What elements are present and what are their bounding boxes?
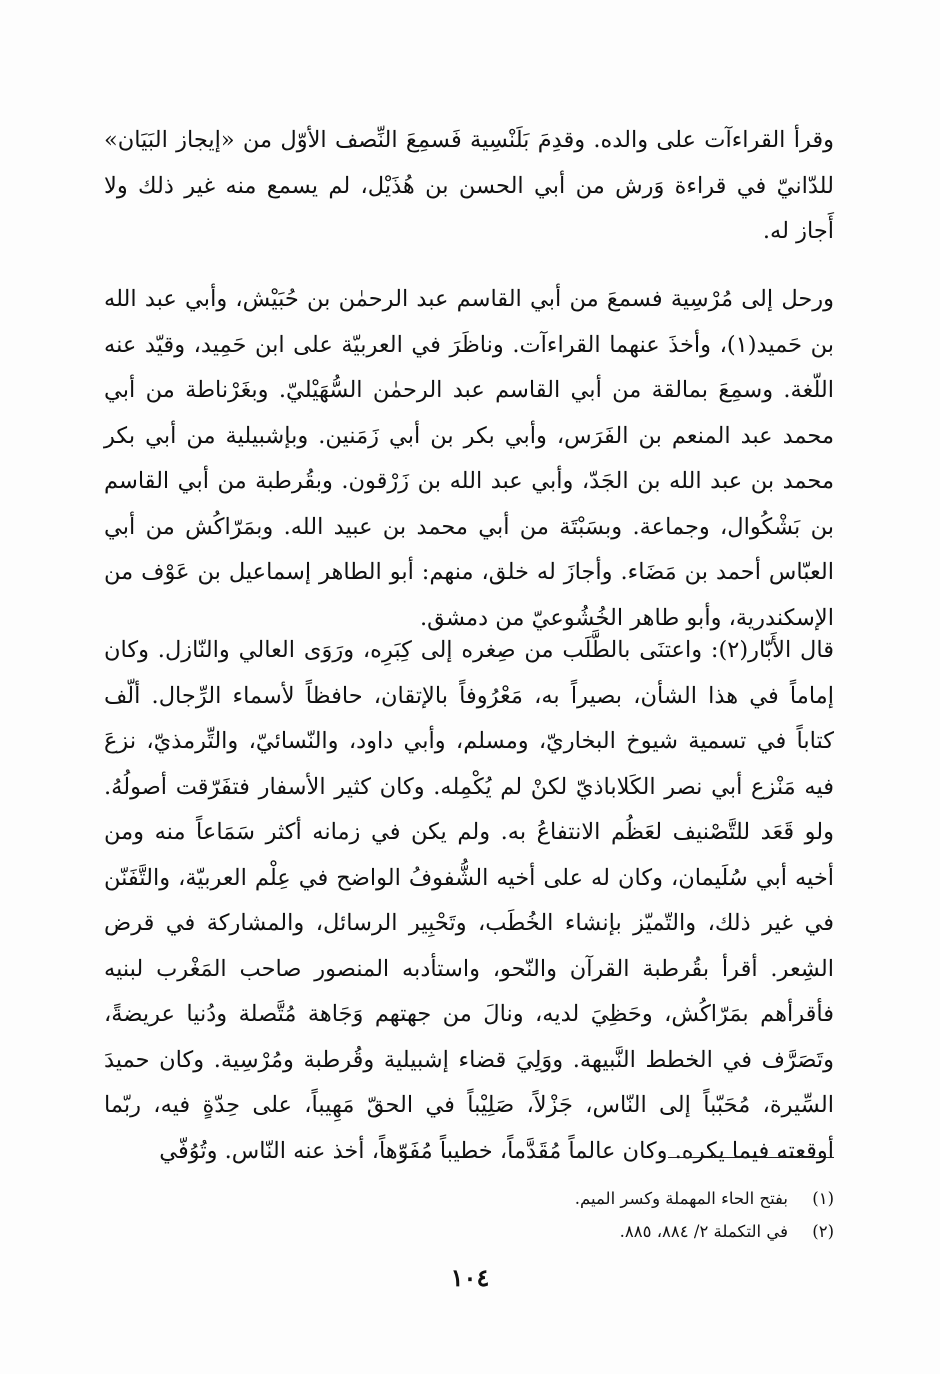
footnote-2 (300, 1215, 834, 1248)
body-paragraph-1: وقرأ القراءآت على والده. وقدِمَ بَلَنْسِية فَسمِعَ النِّصف الأوّل من «إيجاز البَيَان» للدّانيّ في قراءة وَرش من أبي الحسن بن هُذَيْل، لم يسمع منه غير ذلك ولا أَجاز له. (104, 127, 834, 244)
footnote-1-text: بفتح الحاء المهملة وكسر الميم. (574, 1189, 788, 1208)
body-paragraph-3: قال الأَبّار(٢): واعتنَى بالطَّلَب من صِغره إلى كِبَرِه، ورَوَى العالي والنّازل. وكان إماماً في هذا الشأن، بصيراً به، مَعْرُوفاً بالإتقان، حافظاً لأسماء الرِّجال. ألّف كتاباً في تسمية شيوخ البخاريّ، ومسلم، وأبي داود، والنّسائيّ، والتِّرمذيّ، نزعَ فيه مَنْزع أبي نصر الكَلاباذيّ لكنْ لم يُكْمِله. وكان كثير الأسفار فتفَرّقت أصولُهُ. ولو قَعَد للتَّصْنيف لعَظُم الانتفاعُ به. ولم يكن في زمانه أكثر سَمَاعاً منه ومن أخيه أبي سُلَيمان، وكان له على أخيه الشُّفوفُ الواضح في عِلْم العربيّة، والتَّفَنّن في غير ذلك، والتّميّز بإنشاء الخُطَب، وتَحْبِير الرسائل، والمشاركة في قرض الشِعر. أقرأ بقُرطبة القرآن والنّحو، واستأدبه المنصور صاحب المَغْرب لبنيه فأقرأهم بمَرّاكُش، وحَظِيَ لديه، ونالَ من جهتهم وَجَاهة مُتَّصلة ودُنيا عريضةً، وتَصَرَّف في الخطط النَّبيهة. ووَلِيَ قضاء إشبيلية وقُرطبة ومُرْسِية. وكان حميدَ السِّيرة، مُحَبّباً إلى النّاس، جَزْلاً، صَلِيْباً في الحقّ مَهِيباً، على حِدّةٍ فيه، ربّما أوقعته فيما يكره. وكان عالماً مُقَدَّماً، خطيباً مُفَوّهاً، أخذ عنه النّاس. وتُوُفّي (104, 637, 834, 1164)
footnotes (300, 1182, 834, 1248)
footnote-2-text: في التكملة ٢/ ٨٨٤، ٨٨٥. (619, 1222, 788, 1241)
footnote-2-number: (٢) (812, 1222, 834, 1241)
page-number: ١٠٤ (450, 1263, 490, 1292)
footnote-separator (668, 1157, 834, 1158)
body-paragraph-2: ورحل إلى مُرْسِية فسمعَ من أبي القاسم عبد الرحمٰن بن حُبَيْش، وأبي عبد الله بن حَميد(١)، وأخذَ عنهما القراءآت. وناظَرَ في العربيّة على ابن حَمِيد، وقيّد عنه اللّغة. وسمِعَ بمالقة من أبي القاسم عبد الرحمٰن السُّهَيْليّ. وبغَرْناطة من أبي محمد عبد المنعم بن الفَرَس، وأبي بكر بن أبي زَمَنين. وبإشبيلية من أبي بكر محمد بن عبد الله بن الجَدّ، وأبي عبد الله بن زَرْقون. وبقُرطبة من أبي القاسم بن بَشْكُوال، وجماعة. وبسَبْتَة من أبي محمد بن عبيد الله. وبمَرّاكُش من أبي العبّاس أحمد بن مَضَاء. وأجازَ له خلق، منهم: أبو الطاهر إسماعيل بن عَوْف من الإسكندرية، وأبو طاهر الخُشُوعيّ من دمشق. (104, 286, 834, 631)
footnote-1 (300, 1182, 834, 1215)
footnote-1-number: (١) (812, 1189, 834, 1208)
